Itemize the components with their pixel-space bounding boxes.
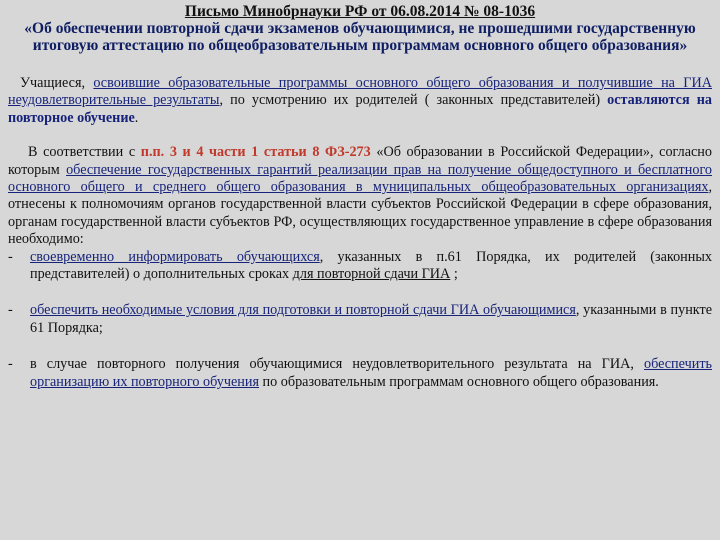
- emphasis-underlined: обеспечить необходимые условия для подготовки и повторной сдачи ГИА обучающимися: [30, 302, 576, 319]
- law-reference: п.п. 3 и 4 части 1 статьи 8 ФЗ-273: [140, 144, 371, 161]
- text: в случае повторного получения обучающимися неудовлетворительного результата на ГИА,: [30, 356, 644, 373]
- letter-title: Письмо Минобрнауки РФ от 06.08.2014 № 08-1036: [184, 3, 536, 20]
- emphasis-underlined: освоившие образовательные программы основного общего образования и получившие на ГИА неудовлетворительные результаты: [8, 75, 713, 109]
- text: , указанными в пункте 61 Порядка;: [30, 302, 712, 336]
- text: по образовательным программам основного общего образования.: [259, 373, 659, 390]
- list-item-inform: [8, 249, 712, 284]
- text: , по усмотрению их родителей ( законных представителей): [219, 92, 608, 109]
- emphasis-bold: оставляются на повторное обучение: [8, 92, 713, 126]
- emphasis-underlined: обеспечение государственных гарантий реализации прав на получение общедоступного и бесплатного основного общего и среднего общего образования в муниципальных общеобразовательных организациях: [8, 161, 712, 196]
- list-dash: -: [8, 356, 13, 373]
- list-dash: -: [8, 302, 13, 319]
- text: «Об образовании в Российской Федерации», согласно которым: [8, 144, 712, 178]
- emphasis-underlined: своевременно информировать обучающихся: [30, 248, 320, 265]
- text: , отнесены к полномочиям органов государственной власти субъектов Российской Федерации в сфере образования, органам государственной власти субъектов РФ, осуществляющих государственное управление в сфере образования необходимо:: [8, 179, 712, 248]
- text: Учащиеся,: [20, 75, 94, 91]
- emphasis-underlined: обеспечить организацию их повторного обучения: [30, 356, 712, 390]
- text: , указанных в п.61 Порядка, их родителей (законных представителей) о дополнительных сроках: [30, 248, 712, 283]
- document-heading: [8, 0, 712, 54]
- text: ;: [450, 266, 458, 283]
- paragraph-legal-basis: [8, 144, 712, 248]
- list-item-conditions: [8, 302, 712, 337]
- list-item-repeat-study: [8, 356, 712, 391]
- letter-subject: «Об обеспечении повторной сдачи экзаменов обучающимися, не прошедшими государственную итоговую аттестацию по общеобразовательным программам основного общего образования»: [24, 20, 696, 54]
- text: В соответствии с: [28, 144, 141, 161]
- paragraph-repeat-study: [8, 75, 712, 127]
- emphasis-underlined: для повторной сдачи ГИА: [292, 266, 451, 283]
- text: .: [134, 109, 139, 126]
- list-dash: -: [8, 248, 13, 265]
